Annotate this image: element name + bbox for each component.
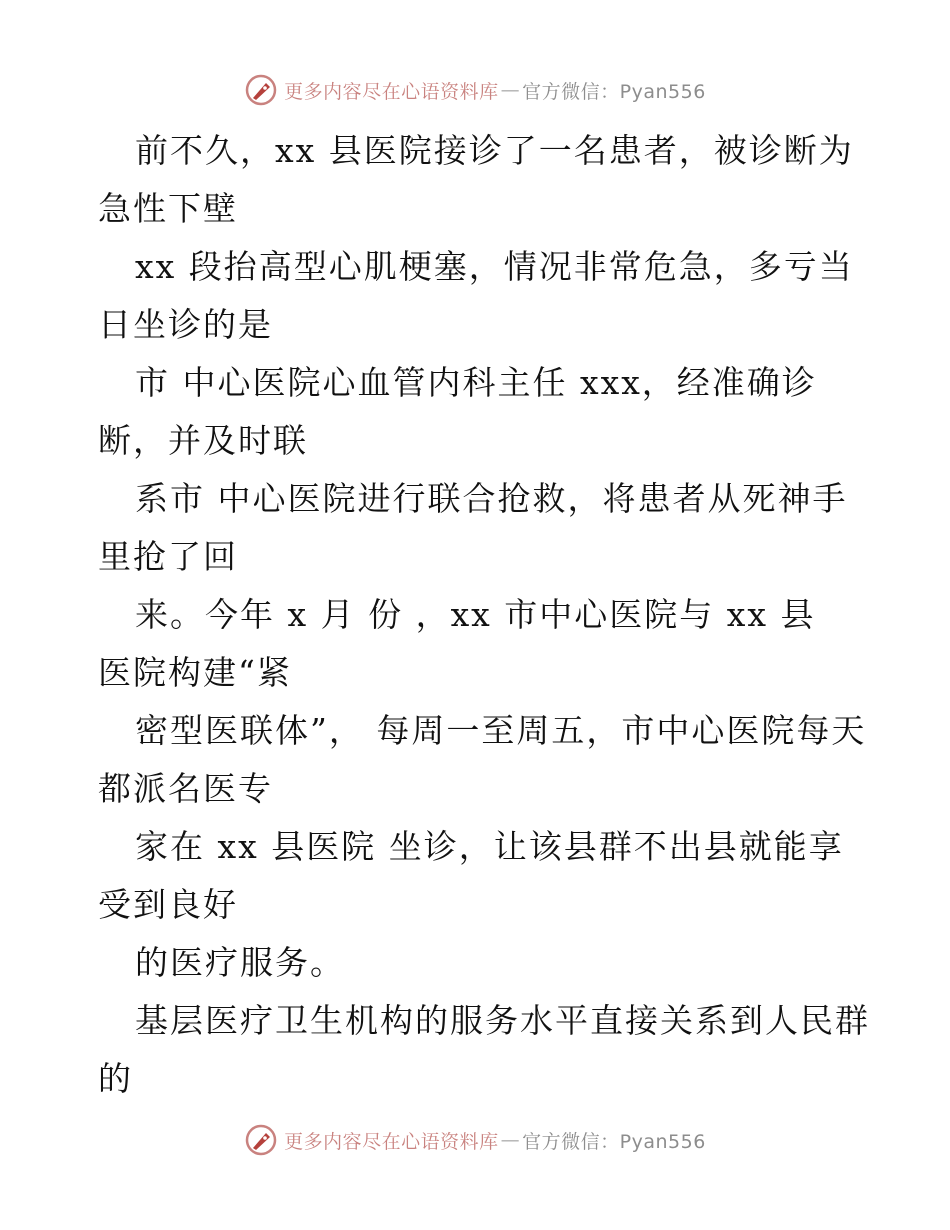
pen-nib-logo-icon [244,1123,278,1157]
text-line: 市 中心医院心血管内科主任 xxx，经准确诊 [135,363,817,402]
text-line: 里抢了回 [98,537,238,576]
text-line: 日坐诊的是 [98,305,273,344]
text-line: 来。今年 x 月 份 ，xx 市中心医院与 xx 县 [135,595,816,634]
text-line: 系市 中心医院进行联合抢救，将患者从死神手 [135,479,848,518]
text-line: 急性下壁 [98,189,238,228]
watermark-separator: — [500,79,521,101]
document-body [98,122,870,1108]
text-line: 受到良好 [98,885,238,924]
header-watermark [0,70,950,110]
pen-nib-logo-icon [244,73,278,107]
text-line: 的医疗服务。 [135,943,345,982]
text-line: 前不久，xx 县医院接诊了一名患者，被诊断为 [135,131,854,170]
text-line: 密型医联体”， 每周一至周五，市中心医院每天 [135,711,867,750]
text-line: 都派名医专 [98,769,273,808]
footer-watermark [0,1120,950,1160]
watermark-contact: 官方微信：Pyan556 [522,1130,706,1153]
text-line: 基层医疗卫生机构的服务水平直接关系到人民群 [135,1001,870,1040]
text-line: 的 [98,1059,133,1098]
watermark-text: 更多内容尽在心语资料库 [284,80,499,103]
text-line: 断，并及时联 [98,421,308,460]
watermark-text: 更多内容尽在心语资料库 [284,1130,499,1153]
text-line: 家在 xx 县医院 坐诊，让该县群不出县就能享 [135,827,844,866]
text-line: 医院构建“紧 [98,653,292,692]
text-line: xx 段抬高型心肌梗塞，情况非常危急，多亏当 [135,247,854,286]
watermark-separator: — [500,1129,521,1151]
watermark-contact: 官方微信：Pyan556 [522,80,706,103]
